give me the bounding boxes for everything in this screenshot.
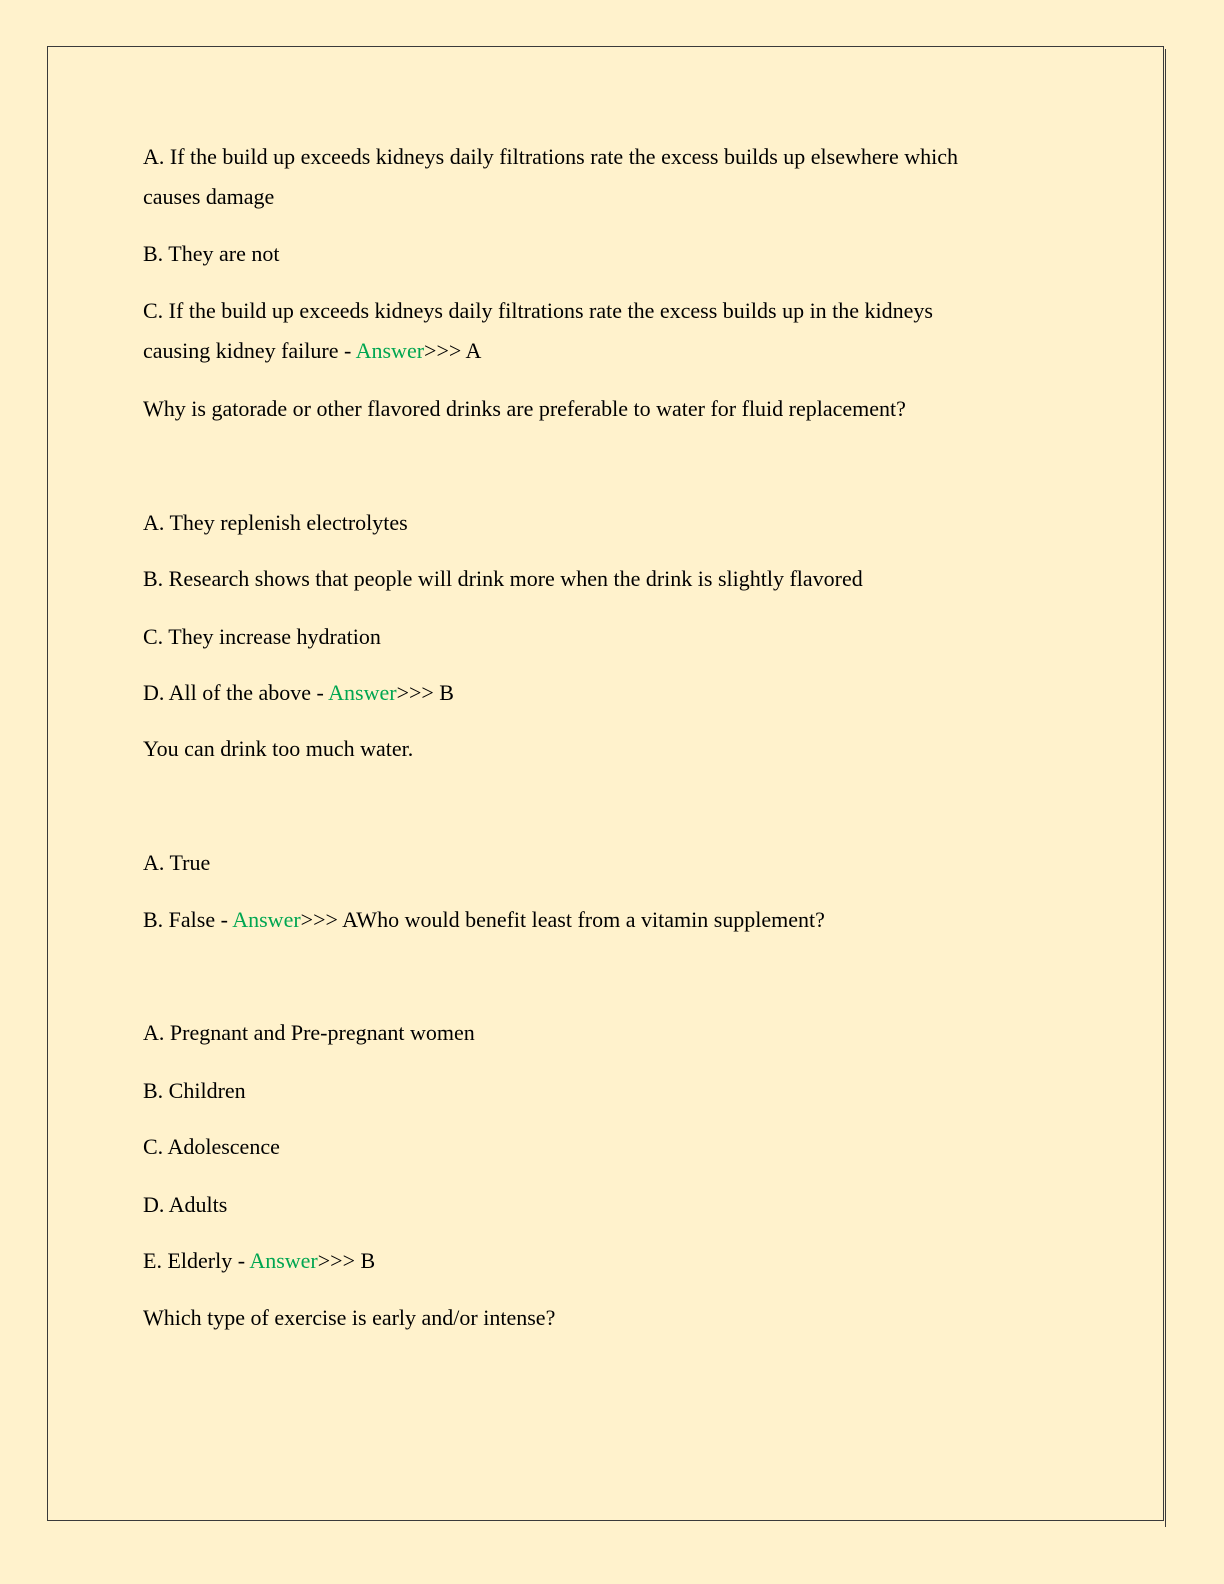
answer-label: Answer: [328, 680, 397, 705]
text: B. False -: [143, 907, 233, 932]
option-b-not: B. They are not: [143, 241, 280, 266]
answer-value: >>> A: [424, 338, 482, 363]
option-a-true: A. True: [143, 850, 211, 875]
option-a-elsewhere: A. If the build up exceeds kidneys daily filtrations rate the excess builds up elsewhere which: [143, 144, 958, 169]
option-a-electrolytes: A. They replenish electrolytes: [143, 510, 408, 535]
answer-value: >>> AWho would benefit least from a vitamin supplement?: [300, 907, 825, 932]
option-c-hydration: C. They increase hydration: [143, 624, 381, 649]
answer-label: Answer: [249, 1248, 318, 1273]
text: E. Elderly -: [143, 1248, 250, 1273]
answer-label: Answer: [355, 338, 425, 363]
option-c-adolescence: C. Adolescence: [143, 1134, 280, 1159]
answer-label: Answer: [232, 907, 301, 932]
option-b-children: B. Children: [143, 1078, 246, 1103]
option-c-kidneys-cont: [143, 331, 481, 371]
question-water: You can drink too much water.: [143, 736, 414, 761]
answer-value: >>> B: [396, 680, 454, 705]
option-b-false: [143, 900, 825, 940]
option-c-kidneys: C. If the build up exceeds kidneys daily filtrations rate the excess builds up in the kidneys: [143, 298, 933, 323]
question-gatorade: Why is gatorade or other flavored drinks are preferable to water for fluid replacement?: [143, 396, 906, 421]
question-exercise: Which type of exercise is early and/or intense?: [143, 1305, 556, 1330]
option-a-pregnant: A. Pregnant and Pre-pregnant women: [143, 1020, 475, 1045]
option-e-elderly: [143, 1241, 375, 1281]
text: causing kidney failure -: [143, 338, 356, 363]
option-d-all: [143, 673, 454, 713]
option-b-research: B. Research shows that people will drink more when the drink is slightly flavored: [143, 566, 863, 591]
option-d-adults: D. Adults: [143, 1192, 228, 1217]
option-a-elsewhere-cont: causes damage: [143, 184, 275, 209]
text: D. All of the above -: [143, 680, 329, 705]
answer-value: >>> B: [317, 1248, 376, 1273]
